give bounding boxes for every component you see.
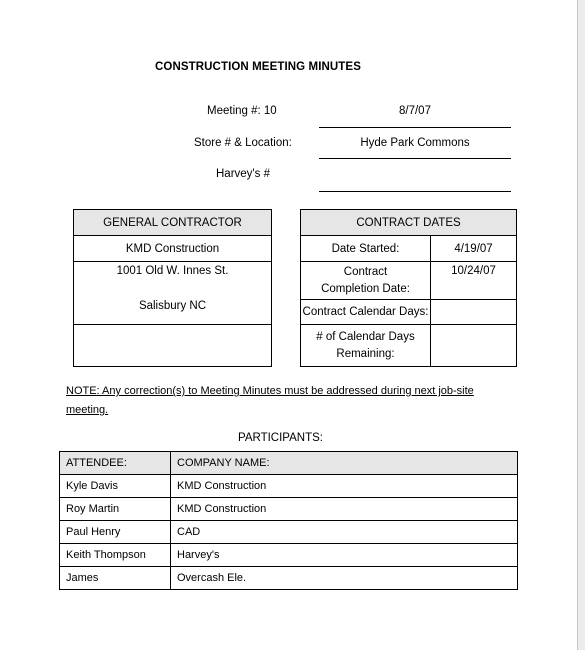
contract-date-row [301,236,517,262]
attendee-name: Keith Thompson [60,544,171,567]
contract-date-value: 4/19/07 [431,236,517,262]
contract-date-row [301,325,517,367]
contractor-name: KMD Construction [74,236,272,262]
note-line-1: NOTE: Any correction(s) to Meeting Minutes must be addressed during next job-site [66,385,474,397]
minutes-note [66,382,496,420]
table-row [60,567,518,590]
participants-title: PARTICIPANTS: [238,432,323,444]
attendee-name: Kyle Davis [60,475,171,498]
attendee-name: Paul Henry [60,521,171,544]
note-line-2: meeting. [66,404,109,416]
participants-table [59,451,518,590]
meeting-date: 8/7/07 [399,105,431,117]
harveys-number-label: Harvey's # [216,168,270,180]
participants-header-row [60,452,518,475]
contract-date-label: Contract Completion Date: [301,262,431,300]
company-name: CAD [171,521,518,544]
document-title: CONSTRUCTION MEETING MINUTES [155,61,361,73]
company-name: KMD Construction [171,475,518,498]
contract-date-value [431,300,517,325]
contractor-address-line1: 1001 Old W. Innes St. [116,265,229,277]
contractor-address [74,262,272,325]
table-row [60,475,518,498]
contractor-address-line2: Salisbury NC [138,300,207,312]
contract-date-row [301,262,517,300]
contract-date-row [301,300,517,325]
table-row [60,521,518,544]
store-location-value: Hyde Park Commons [360,137,470,149]
general-contractor-header: GENERAL CONTRACTOR [74,210,272,236]
contract-date-label: Date Started: [301,236,431,262]
attendee-column-header: ATTENDEE: [60,452,171,475]
store-location-field [319,137,511,159]
meeting-date-field [319,105,511,128]
company-name: KMD Construction [171,498,518,521]
company-column-header: COMPANY NAME: [171,452,518,475]
contract-dates-header: CONTRACT DATES [301,210,517,236]
table-row [60,498,518,521]
contract-dates-table [300,209,517,367]
harveys-number-field [319,168,511,192]
contract-date-value: 10/24/07 [431,262,517,300]
attendee-name: James [60,567,171,590]
general-contractor-table [73,209,272,367]
meeting-number: Meeting #: 10 [207,105,277,117]
store-location-label: Store # & Location: [194,137,292,149]
contract-date-label: # of Calendar Days Remaining: [301,325,431,367]
table-row [60,544,518,567]
attendee-name: Roy Martin [60,498,171,521]
company-name: Overcash Ele. [171,567,518,590]
company-name: Harvey's [171,544,518,567]
contractor-extra-cell [74,325,272,367]
contract-date-value [431,325,517,367]
contract-date-label: Contract Calendar Days: [301,300,431,325]
